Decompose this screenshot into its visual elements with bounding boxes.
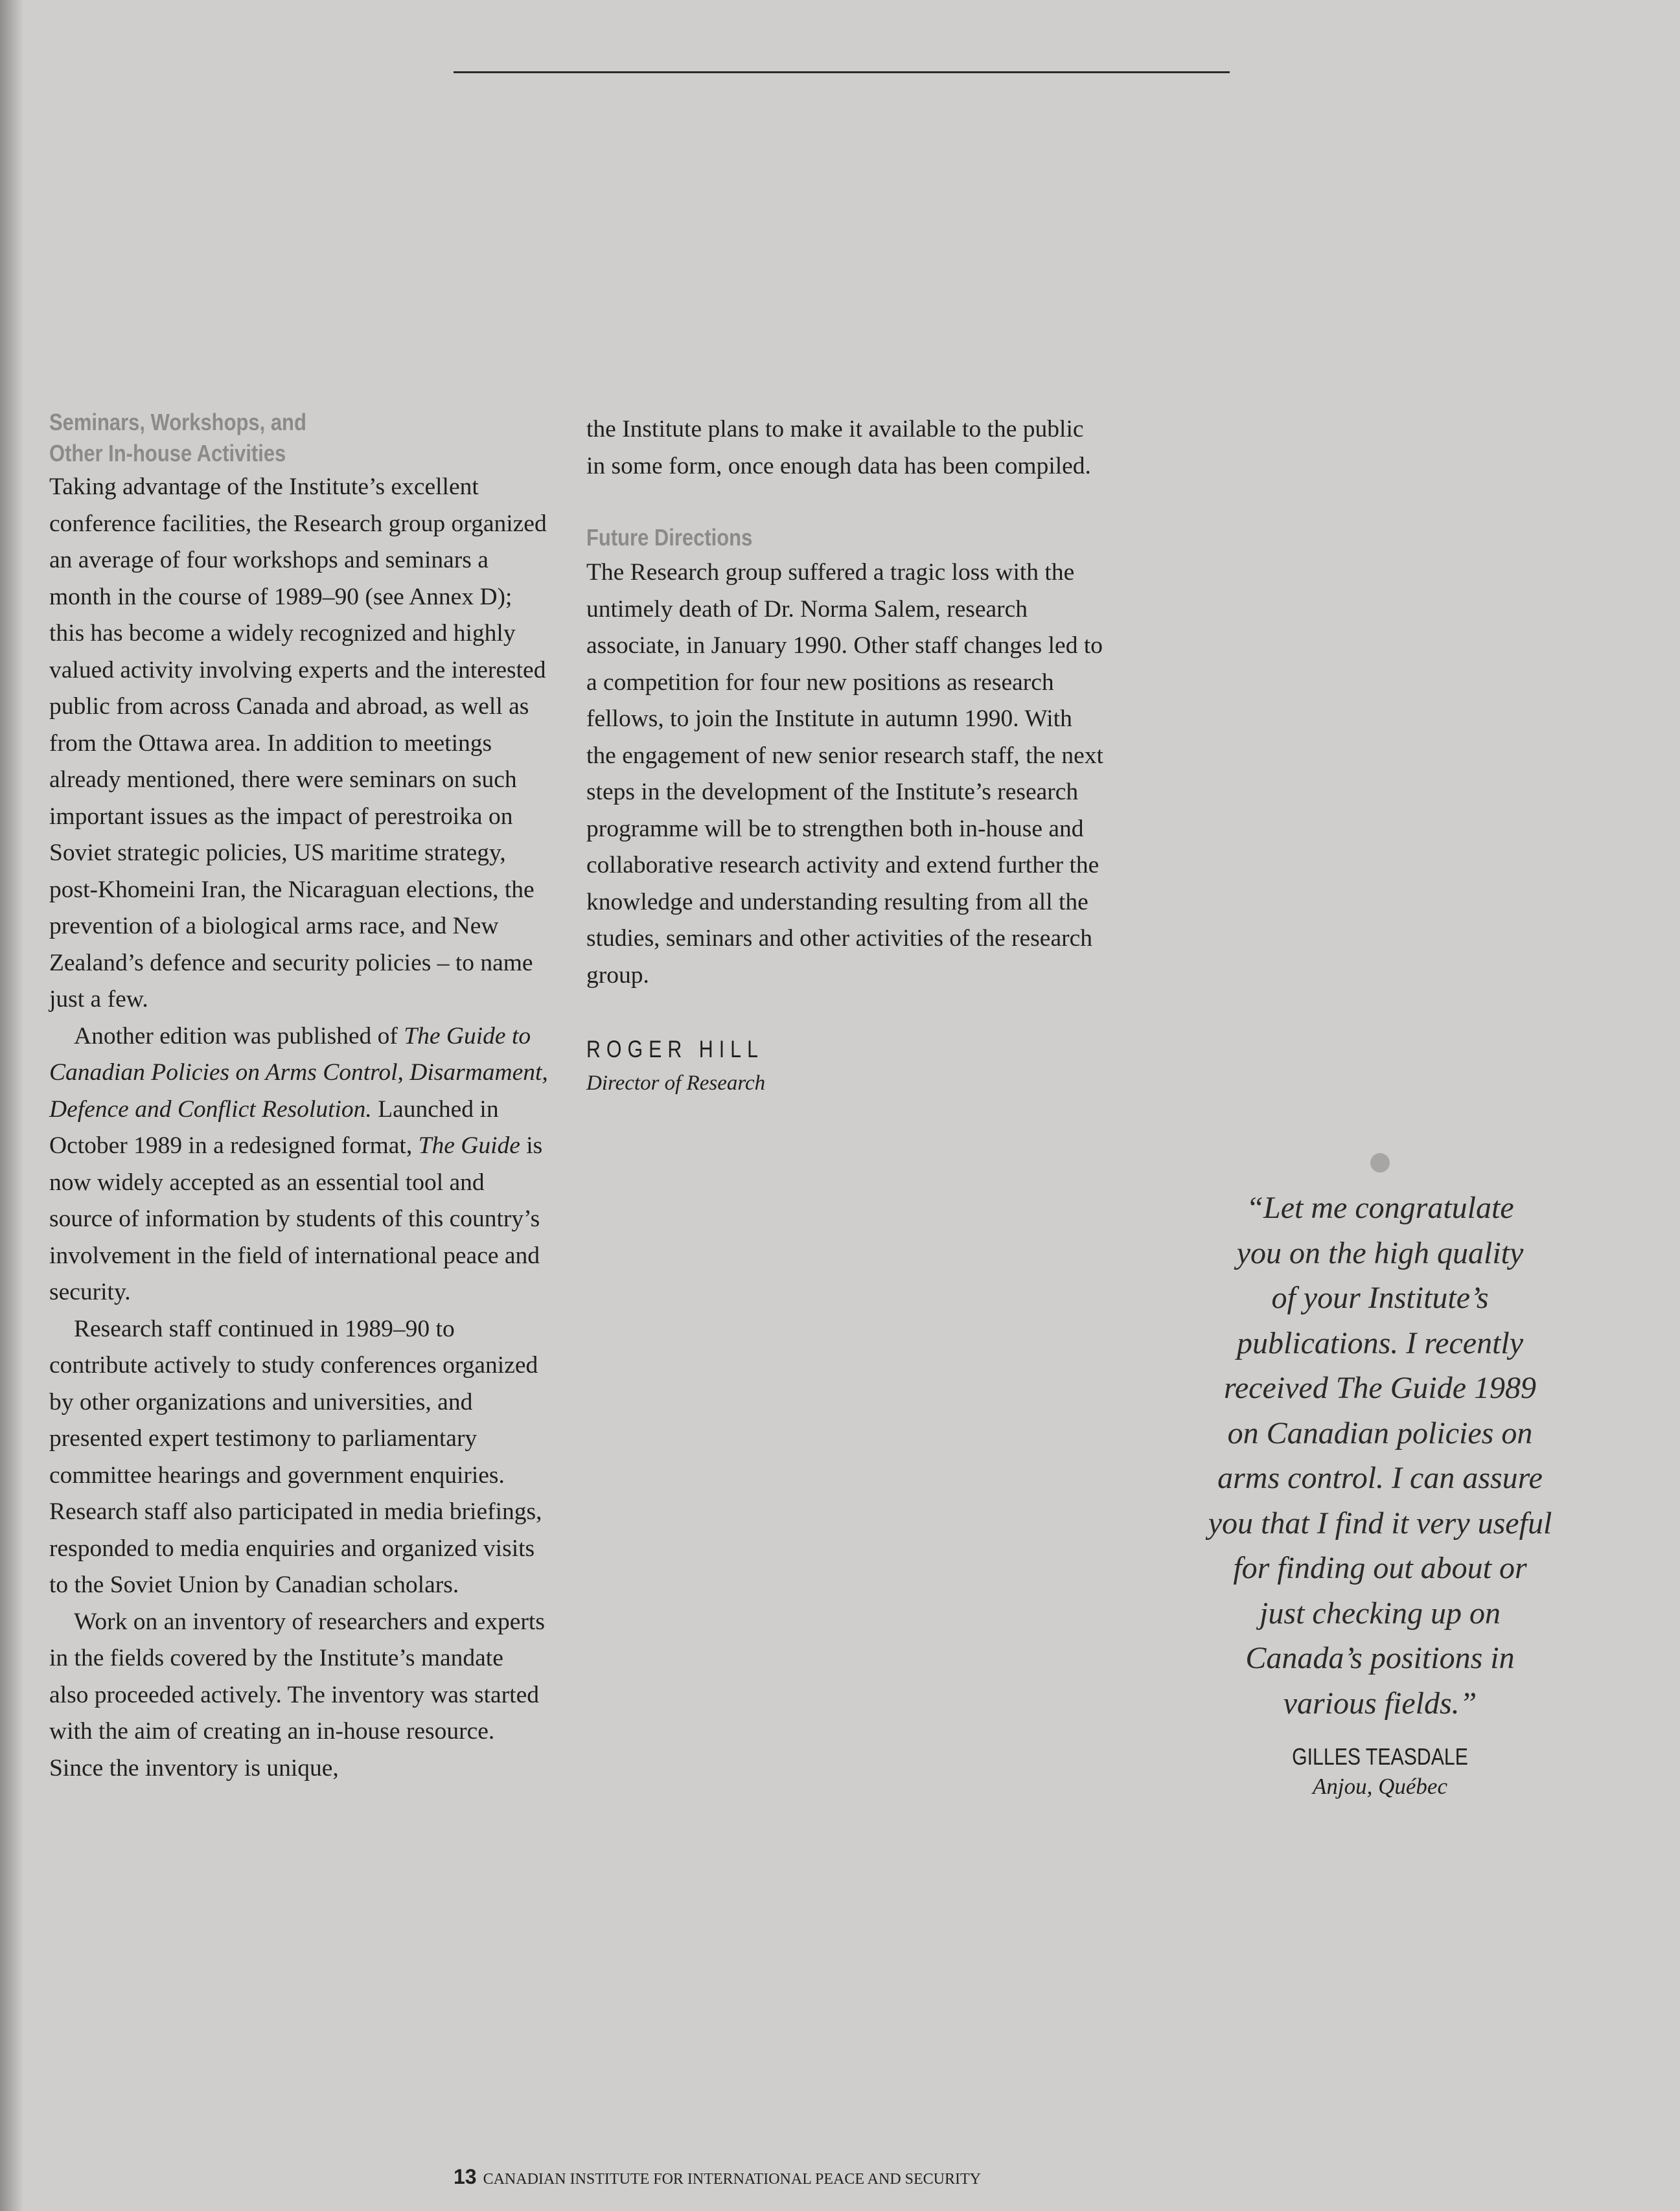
- page-footer: [454, 2164, 981, 2192]
- guide-short-title: The Guide: [418, 1132, 520, 1159]
- paragraph-research-staff: Research staff continued in 1989–90 to contribute actively to study conferences organized by other organizations and universities, and presented expert testimony to parliamentary committee hearings and government enquiries. Research staff also participated in media briefings, responded to media enquiries and organized visits to the Soviet Union by Canadian scholars.: [49, 1315, 542, 1598]
- paragraph-seminars: Taking advantage of the Institute’s excellent conference facilities, the Research group organized an average of four workshops and seminars a month in the course of 1989–90 (see Annex D); this has become a widely recognized and highly valued activity involving experts and the interested public from across Canada and abroad, as well as from the Ottawa area. In addition to meetings already mentioned, there were seminars on such important issues as the impact of perestroika on Soviet strategic policies, US maritime strategy, post-Khomeini Iran, the Nicaraguan elections, the prevention of a biological arms race, and New Zealand’s defence and security policies – to name just a few.: [49, 474, 547, 1013]
- quote-place: Anjou, Québec: [1313, 1774, 1447, 1799]
- quote-line: Canada’s positions in: [1245, 1641, 1515, 1675]
- paragraph-guide: [49, 1018, 548, 1311]
- left-column: [49, 407, 548, 1787]
- quote-line: you that I find it very useful: [1208, 1506, 1552, 1541]
- page-binding-shadow: [0, 0, 23, 2211]
- quote-line: arms control. I can assure: [1217, 1461, 1543, 1495]
- quote-line: just checking up on: [1260, 1596, 1501, 1631]
- bullet-dot-icon: [1370, 1153, 1390, 1173]
- section-heading-future-directions: Future Directions: [586, 524, 753, 551]
- page-number: 13: [454, 2165, 477, 2188]
- paragraph-text: is now widely accepted as an essential tool and source of information by students of this country’s involvement in the field of international peace and security.: [49, 1132, 543, 1305]
- middle-column: [586, 411, 1105, 1097]
- publisher-name: CANADIAN INSTITUTE FOR INTERNATIONAL PEACE AND SECURITY: [483, 2171, 982, 2188]
- quote-line: “Let me congratulate: [1246, 1191, 1514, 1225]
- pull-quote: [1166, 1186, 1594, 1726]
- quote-line: for finding out about or: [1233, 1551, 1527, 1585]
- paragraph-text: Another edition was published of: [74, 1022, 404, 1049]
- quote-line: you on the high quality: [1236, 1235, 1524, 1270]
- paragraph-text: Launched in October 1989 in a redesigned format,: [49, 1095, 499, 1159]
- section-heading-seminars: [49, 407, 478, 469]
- quote-line: on Canadian policies on: [1227, 1415, 1533, 1450]
- quote-line: received The Guide 1989: [1223, 1371, 1537, 1405]
- heading-line: Other In-house Activities: [49, 440, 286, 466]
- paragraph-inventory: Work on an inventory of researchers and experts in the fields covered by the Institute’s mandate also proceeded actively. The inventory was started with the aim of creating an in-house resource. Since the inventory is unique,: [49, 1608, 545, 1781]
- quote-line: of your Institute’s: [1271, 1281, 1489, 1315]
- guide-title: The Guide to Canadian Policies on Arms Control, Disarmament, Defence and Conflict Resolution.: [49, 1022, 548, 1123]
- paragraph-continued: the Institute plans to make it available to the public in some form, once enough data has been compiled.: [586, 416, 1091, 479]
- heading-line: Seminars, Workshops, and: [49, 409, 306, 435]
- signature-title: Director of Research: [586, 1071, 766, 1095]
- quote-line: publications. I recently: [1236, 1325, 1524, 1360]
- quote-author: GILLES TEASDALE: [1292, 1743, 1468, 1770]
- top-rule: [454, 71, 1230, 73]
- quote-line: various fields.”: [1283, 1686, 1477, 1721]
- signature-name: ROGER HILL: [586, 1036, 764, 1062]
- paragraph-future-directions: The Research group suffered a tragic loss with the untimely death of Dr. Norma Salem, research associate, in January 1990. Other staff changes led to a competition for four new positions as research fellows, to join the Institute in autumn 1990. With the engagement of new senior research staff, the next steps in the development of the Institute’s research programme will be to strengthen both in-house and collaborative research activity and extend further the knowledge and understanding resulting from all the studies, seminars and other activities of the research group.: [586, 559, 1103, 989]
